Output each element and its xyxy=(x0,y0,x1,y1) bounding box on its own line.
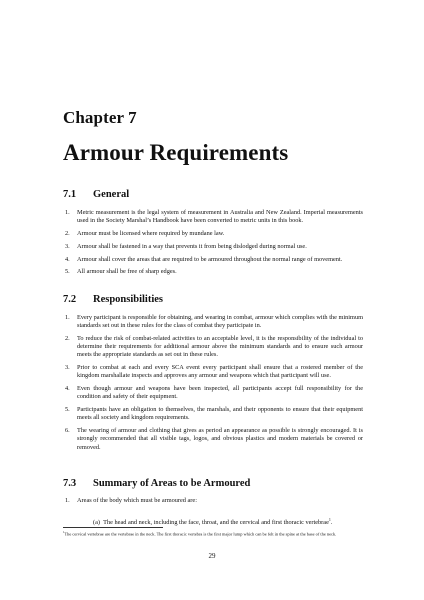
list-item: 3. Armour shall be fastened in a way that prevents it from being dislodged during normal use. xyxy=(65,242,307,250)
sub-item-text: The head and neck, including the face, throat, and the cervical and first thoracic vertebrae xyxy=(103,519,329,527)
list-item: 2. To reduce the risk of combat-related activities to an acceptable level, it is the responsibility of the individual to determine their requirements for additional armour above the minimum standards and to ensure such armour meets the appropriate standards as set out in these rules. xyxy=(65,335,363,359)
section-heading-responsibilities xyxy=(63,294,163,305)
footnote xyxy=(63,529,363,537)
footnote-reference[interactable]: 1 xyxy=(328,517,331,522)
general-list xyxy=(63,209,363,281)
list-item: 2. Armour must be licensed where required by mundane law. xyxy=(65,230,225,237)
footnote-text: The cervical vertebrae are the vertebrae in the neck. The first thoracic vertebra is the first major lump which can be felt in the spine at the base of the neck. xyxy=(64,531,337,537)
section-title: Responsibilities xyxy=(93,294,164,305)
list-item: 4. Even though armour and weapons have been inspected, all participants accept full responsibility for the condition and safety of their equipment. xyxy=(65,385,363,401)
sub-item-label: (a) xyxy=(93,519,100,527)
footnote-marker: 1 xyxy=(63,530,65,534)
summary-list xyxy=(63,497,363,510)
list-item-text: Even though armour and weapons have been inspected, all participants accept full responsibility for the condition and safety of their equipment. xyxy=(77,385,363,401)
section-title: Summary of Areas to be Armoured xyxy=(93,478,251,489)
list-item: 6. The wearing of armour and clothing that gives as period an appearance as possible is strongly encouraged. It is strongly recommended that all visible tags, logos, and obvious plastics and modern materials be covered or removed. xyxy=(65,427,363,451)
list-item-text: Armour shall cover the areas that are required to be armoured throughout the normal range of movement. xyxy=(77,255,343,263)
list-item: 3. Prior to combat at each and every SCA event every participant shall ensure that a rostered member of the kingdom marshallate inspects and approves any armour and weapons which that participant will use. xyxy=(65,364,363,380)
list-item-text: Participants have an obligation to themselves, the marshals, and their opponents to ensure that their equipment meets all society and kingdom requirements. xyxy=(77,406,363,422)
sub-list-item: (a) The head and neck, including the face, throat, and the cervical and first thoracic vertebrae$^1$. xyxy=(93,517,333,527)
list-item-text: The wearing of armour and clothing that gives as period an appearance as possible is strongly encouraged. It is strongly recommended that all visible tags, logos, and obvious plastics and modern materials be covered or removed. xyxy=(77,427,363,451)
list-item-text: Areas of the body which must be armoured are: xyxy=(77,497,197,504)
responsibilities-list xyxy=(63,314,363,456)
section-title: General xyxy=(93,189,130,200)
section-heading-summary xyxy=(63,478,250,489)
list-item-text: All armour shall be free of sharp edges. xyxy=(77,268,177,276)
chapter-title: Armour Requirements xyxy=(63,140,289,165)
section-number: 7.3 xyxy=(63,478,77,489)
list-item-text: Armour shall be fastened in a way that prevents it from being dislodged during normal use. xyxy=(77,242,307,250)
list-item: 5. Participants have an obligation to themselves, the marshals, and their opponents to ensure that their equipment meets all society and kingdom requirements. xyxy=(65,406,363,422)
list-item-text: Every participant is responsible for obtaining, and wearing in combat, armour which complies with the minimum standards set out in these rules for the class of combat they participate in. xyxy=(77,314,363,330)
chapter-label: Chapter 7 xyxy=(63,108,137,127)
list-item-text: Metric measurement is the legal system of measurement in Australia and New Zealand. Imperial measurements used in the Society Marshal’s Handbook have been converted to metric units in this book. xyxy=(77,209,363,225)
page-number: 29 xyxy=(208,552,216,560)
list-item: 1. Every participant is responsible for obtaining, and wearing in combat, armour which complies with the minimum standards set out in these rules for the class of combat they participate in. xyxy=(65,314,363,330)
list-item: 1. Metric measurement is the legal system of measurement in Australia and New Zealand. Imperial measurements used in the Society Marshal’s Handbook have been converted to metric units in this book. xyxy=(65,209,363,225)
footnote-divider xyxy=(63,527,163,528)
section-number: 7.1 xyxy=(63,189,77,200)
list-item-text: Prior to combat at each and every SCA event every participant shall ensure that a rostered member of the kingdom marshallate inspects and approves any armour and weapons which that participant will use. xyxy=(77,364,363,380)
list-item-text: To reduce the risk of combat-related activities to an acceptable level, it is the responsibility of the individual to determine their requirements for additional armour above the minimum standards and to ensure such armour meets the appropriate standards as set out in these rules. xyxy=(77,335,363,359)
list-item: 5. All armour shall be free of sharp edges. xyxy=(65,268,177,276)
list-item: 1. Areas of the body which must be armoured are: xyxy=(65,497,197,504)
list-item-text: Armour must be licensed where required by mundane law. xyxy=(77,230,225,237)
section-heading-general xyxy=(63,189,129,200)
section-number: 7.2 xyxy=(63,294,77,305)
list-item: 4. Armour shall cover the areas that are required to be armoured throughout the normal range of movement. xyxy=(65,255,343,263)
